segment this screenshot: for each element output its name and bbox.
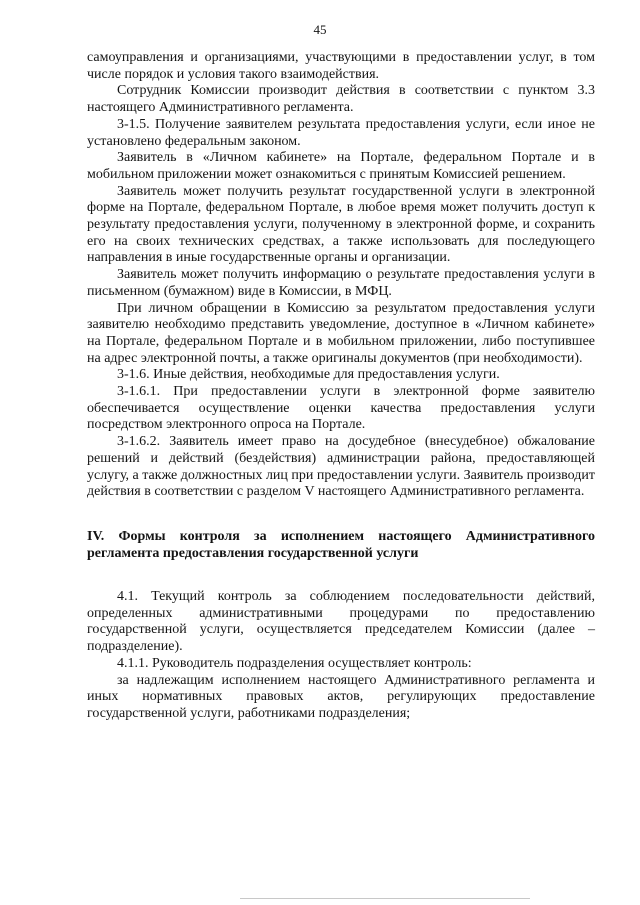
- paragraph: Заявитель может получить информацию о результате предоставления услуги в письменном (бумажном) виде в Комиссии, в МФЦ.: [87, 267, 595, 299]
- paragraph: 3-1.5. Получение заявителем результата предоставления услуги, если иное не установлено федеральным законом.: [87, 116, 595, 149]
- paragraph: Сотрудник Комиссии производит действия в соответствии с пунктом 3.3 настоящего Административного регламента.: [87, 83, 595, 116]
- paragraph: При личном обращении в Комиссию за результатом предоставления услуги заявителю необходимо представить уведомление, доступное в «Личном кабинете» на Портале, федеральном Портале и в мобильном приложении, либо поступившее на адрес электронной почты, а также оригиналы документов (при необходимости).: [87, 300, 595, 366]
- paragraph: 4.1.1. Руководитель подразделения осуществляет контроль:: [117, 655, 472, 671]
- paragraph: 4.1. Текущий контроль за соблюдением последовательности действий, определенных административными процедурами по предоставлению государственной услуги, осуществляется председателем Комиссии (далее – подразделение).: [87, 588, 595, 655]
- document-body: [87, 50, 595, 723]
- paragraph: Заявитель может получить результат государственной услуги в электронной форме на Портале, федеральном Портале, в любое время может получить доступ к результату предоставления услуги, полученному в электронной форме, и сохранить его на своих технических средствах, а также использовать для последующего направления в иные государственные органы и организации.: [87, 183, 595, 266]
- paragraph: 3-1.6. Иные действия, необходимые для предоставления услуги.: [117, 367, 500, 383]
- bottom-rule: [240, 898, 530, 899]
- page-number: 45: [313, 22, 327, 37]
- section-heading: IV. Формы контроля за исполнением настоящего Административного регламента предоставления государственной услуги: [87, 528, 595, 561]
- paragraph: 3-1.6.1. При предоставлении услуги в электронной форме заявителю обеспечивается осуществление оценки качества предоставления услуги посредством электронного опроса на Портале.: [87, 384, 595, 433]
- paragraph: за надлежащим исполнением настоящего Административного регламента и иных нормативных правовых актов, регулирующих предоставление государственной услуги, работниками подразделения;: [87, 672, 595, 721]
- paragraph: самоуправления и организациями, участвующими в предоставлении услуг, в том числе порядок и условия такого взаимодействия.: [87, 50, 595, 82]
- paragraph: Заявитель в «Личном кабинете» на Портале, федеральном Портале и в мобильном приложении может ознакомиться с принятым Комиссией решением.: [87, 150, 595, 182]
- paragraph: 3-1.6.2. Заявитель имеет право на досудебное (внесудебное) обжалование решений и действий (бездействия) администрации района, предоставляющей услугу, а также должностных лиц при предоставлении услуги. Заявитель производит действия в соответствии с разделом V настоящего Административного регламента.: [87, 434, 595, 500]
